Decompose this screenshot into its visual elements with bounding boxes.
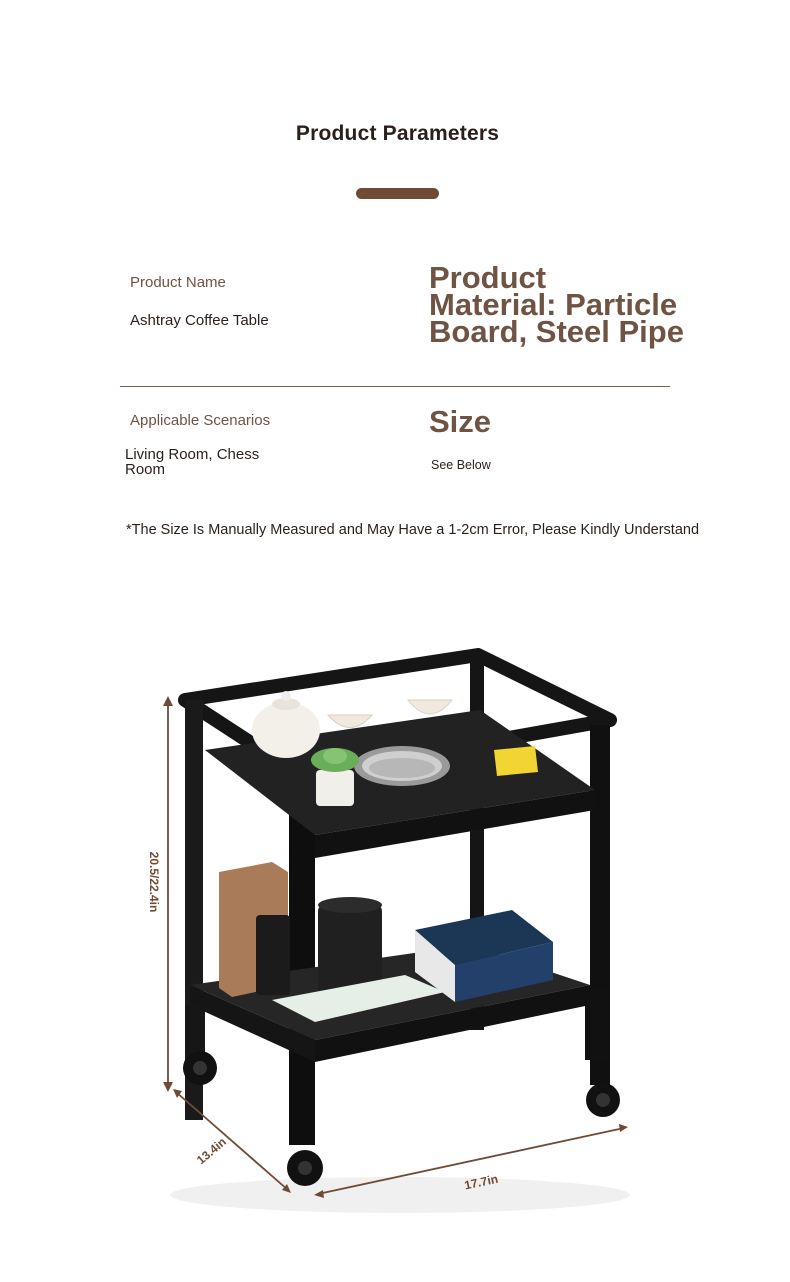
- potted-plant: [316, 770, 354, 806]
- page-title: Product Parameters: [295, 122, 500, 145]
- section-divider: [120, 386, 670, 387]
- tea-canister: [256, 915, 290, 995]
- product-name-value: Ashtray Coffee Table: [130, 312, 269, 329]
- material-heading: [429, 260, 684, 349]
- material-line-3: Board, Steel Pipe: [429, 314, 684, 349]
- height-dimension-label: 20.5/22.4in: [147, 851, 161, 913]
- product-image: [0, 600, 790, 1250]
- scenarios-line-2: Room: [125, 461, 166, 478]
- material-line-1: Product: [429, 260, 547, 295]
- scenarios-value: [125, 447, 259, 477]
- depth-dimension-label: 13.4in: [193, 1134, 229, 1168]
- size-value: See Below: [431, 458, 491, 472]
- scenarios-label: Applicable Scenarios: [130, 412, 271, 429]
- tea-cup: [328, 715, 372, 728]
- measurement-note: *The Size Is Manually Measured and May Have a 1-2cm Error, Please Kindly Understand: [126, 522, 700, 538]
- tea-cup: [408, 700, 452, 714]
- product-name-label: Product Name: [130, 274, 226, 291]
- caster-wheel: [287, 1150, 323, 1186]
- size-heading: Size: [429, 404, 492, 439]
- width-dimension-label: 17.7in: [463, 1171, 500, 1193]
- caster-wheel: [183, 1051, 217, 1085]
- scenarios-line-1: Living Room, Chess: [125, 446, 260, 463]
- material-line-2: Material: Particle: [429, 287, 678, 322]
- teapot: [252, 702, 320, 758]
- caster-wheel: [586, 1083, 620, 1117]
- title-accent-bar: [356, 188, 439, 199]
- cigarette-box: [494, 746, 538, 776]
